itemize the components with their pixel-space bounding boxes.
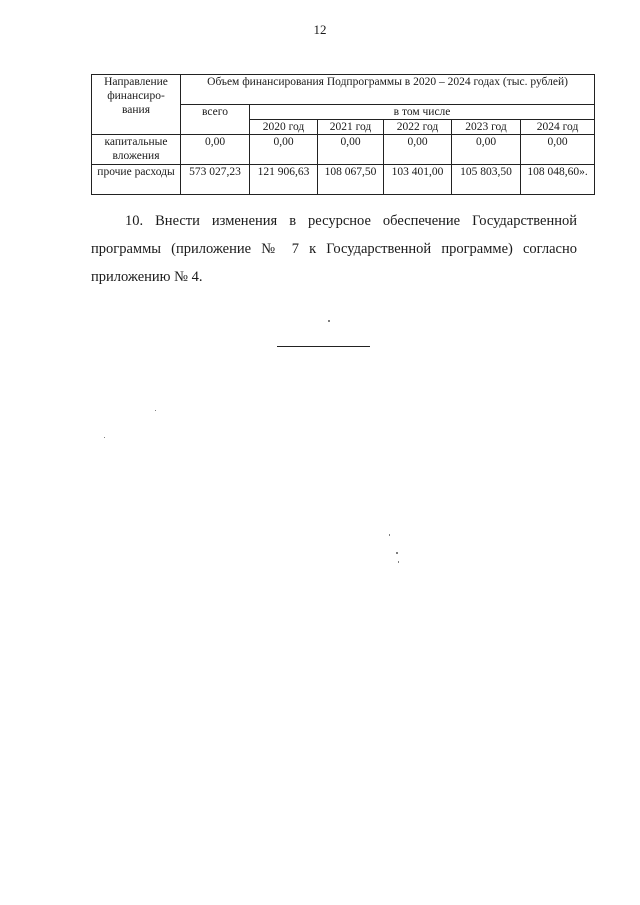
header-year-2023: 2023 год [452, 120, 521, 135]
cell-value: 103 401,00 [384, 165, 452, 195]
cell-value: 108 048,60». [521, 165, 595, 195]
financing-table [91, 74, 595, 195]
cell-value: 0,00 [521, 135, 595, 165]
header-volume: Объем финансирования Подпрограммы в 2020 – 2024 годах (тыс. рублей) [181, 75, 595, 105]
cell-value: 121 906,63 [250, 165, 318, 195]
end-rule [277, 346, 370, 347]
cell-total: 0,00 [181, 135, 250, 165]
cell-value: 108 067,50 [318, 165, 384, 195]
header-year-2021: 2021 год [318, 120, 384, 135]
row-direction: прочие расходы [92, 165, 181, 195]
header-year-2020: 2020 год [250, 120, 318, 135]
cell-value: 0,00 [250, 135, 318, 165]
header-year-2024: 2024 год [521, 120, 595, 135]
cell-total: 573 027,23 [181, 165, 250, 195]
scan-speck [104, 437, 105, 438]
paragraph-10: 10. Внести изменения в ресурсное обеспечение Государственной программы (приложение № 7 к Государственной программе) согласно приложению № 4. [91, 213, 577, 285]
header-including: в том числе [250, 105, 595, 120]
scan-speck [389, 534, 390, 536]
scan-speck [155, 410, 156, 411]
header-direction: Направление финансиро-вания [92, 75, 181, 135]
scan-speck [398, 561, 399, 563]
row-direction: капитальные вложения [92, 135, 181, 165]
page-number: 12 [313, 22, 327, 37]
scan-speck [396, 552, 398, 554]
table-row [92, 165, 595, 195]
header-year-2022: 2022 год [384, 120, 452, 135]
scan-speck [328, 320, 330, 322]
cell-value: 0,00 [384, 135, 452, 165]
cell-value: 0,00 [318, 135, 384, 165]
cell-value: 105 803,50 [452, 165, 521, 195]
table-row [92, 135, 595, 165]
header-total: всего [181, 105, 250, 135]
cell-value: 0,00 [452, 135, 521, 165]
